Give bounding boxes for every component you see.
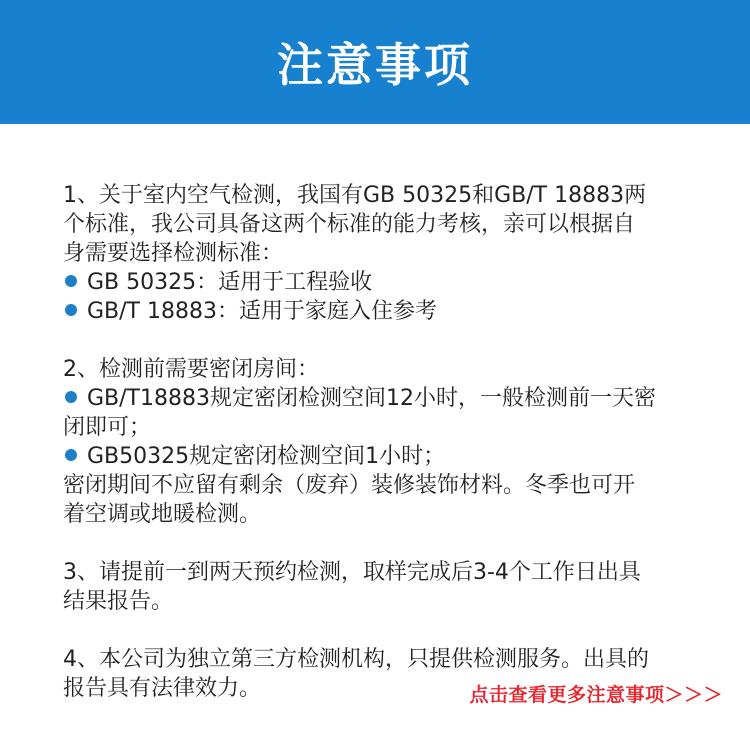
bullet-item bbox=[63, 268, 703, 297]
notice-section-2 bbox=[63, 355, 703, 529]
notice-text: 1、关于室内空气检测，我国有GB 50325和GB/T 18883两 bbox=[63, 183, 647, 208]
notice-text: 密闭期间不应留有剩余（废弃）装修装饰材料。冬季也可开 bbox=[63, 473, 636, 498]
notice-section-3 bbox=[63, 558, 703, 616]
bullet-dot-icon bbox=[65, 391, 77, 403]
bullet-text: GB 50325：适用于工程验收 bbox=[87, 270, 373, 295]
bullet-text: GB/T 18883：适用于家庭入住参考 bbox=[87, 299, 437, 324]
bullet-dot-icon bbox=[65, 275, 77, 287]
bullet-text: GB/T18883规定密闭检测空间12小时，一般检测前一天密 bbox=[87, 386, 656, 411]
bullet-dot-icon bbox=[65, 449, 77, 461]
page-title: 注意事项 bbox=[277, 38, 473, 92]
notice-text: 闭即可； bbox=[63, 415, 152, 440]
notice-text: 报告具有法律效力。 bbox=[63, 676, 262, 701]
bullet-item bbox=[63, 297, 703, 326]
notice-text: 结果报告。 bbox=[63, 589, 174, 614]
notice-text: 3、请提前一到两天预约检测，取样完成后3-4个工作日出具 bbox=[63, 560, 641, 585]
more-notices-link[interactable]: 点击查看更多注意事项＞＞＞ bbox=[469, 684, 723, 706]
notice-text: 着空调或地暖检测。 bbox=[63, 502, 262, 527]
bullet-dot-icon bbox=[65, 304, 77, 316]
notice-text: 2、检测前需要密闭房间： bbox=[63, 357, 319, 382]
notice-content bbox=[63, 181, 703, 732]
notice-text: 身需要选择检测标准： bbox=[63, 241, 284, 266]
notice-text: 个标准，我公司具备这两个标准的能力考核，亲可以根据自 bbox=[63, 212, 636, 237]
bullet-item bbox=[63, 442, 703, 471]
bullet-text: GB50325规定密闭检测空间1小时； bbox=[87, 444, 446, 469]
notice-section-1 bbox=[63, 181, 703, 326]
bullet-item bbox=[63, 384, 703, 413]
notice-text: 4、本公司为独立第三方检测机构，只提供检测服务。出具的 bbox=[63, 647, 649, 672]
header-banner bbox=[0, 0, 750, 124]
